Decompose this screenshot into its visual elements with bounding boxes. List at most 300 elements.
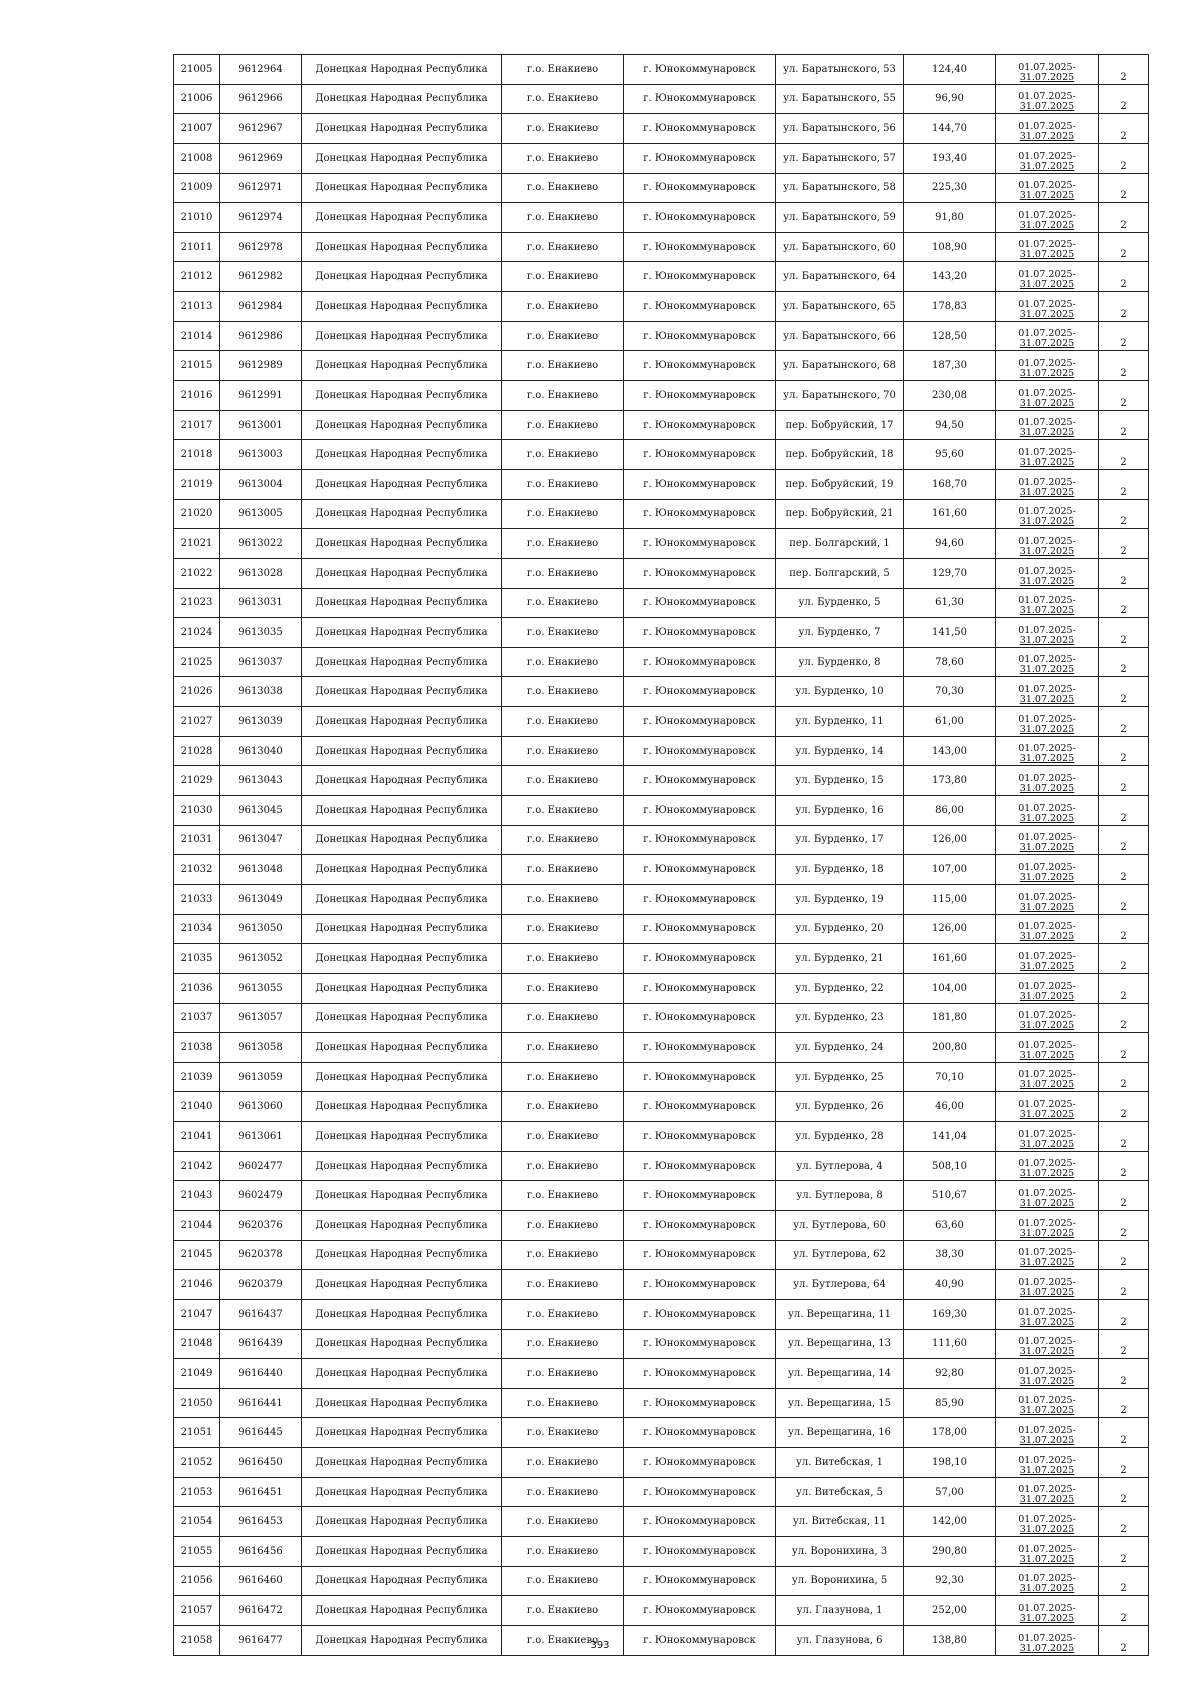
cell-district: г.о. Енакиево	[502, 1359, 624, 1389]
cell-city: г. Юнокоммунаровск	[624, 884, 776, 914]
cell-code: 9602479	[220, 1181, 302, 1211]
period-end: 31.07.2025	[1019, 279, 1075, 291]
cell-region: Донецкая Народная Республика	[302, 766, 502, 796]
table-row	[174, 1270, 1149, 1300]
cell-district: г.о. Енакиево	[502, 55, 624, 85]
cell-number: 21017	[174, 410, 220, 440]
cell-district: г.о. Енакиево	[502, 1122, 624, 1152]
table-row	[174, 973, 1149, 1003]
cell-number: 21018	[174, 440, 220, 470]
cell-district: г.о. Енакиево	[502, 499, 624, 529]
cell-region: Донецкая Народная Республика	[302, 973, 502, 1003]
cell-period	[996, 558, 1099, 588]
cell-city: г. Юнокоммунаровск	[624, 1625, 776, 1655]
period-end: 31.07.2025	[1019, 1109, 1075, 1121]
cell-count: 2	[1099, 499, 1149, 529]
cell-city: г. Юнокоммунаровск	[624, 1329, 776, 1359]
cell-period	[996, 973, 1099, 1003]
cell-count: 2	[1099, 203, 1149, 233]
cell-region: Донецкая Народная Республика	[302, 796, 502, 826]
cell-number: 21019	[174, 469, 220, 499]
cell-area: 143,20	[904, 262, 996, 292]
period-start: 01.07.2025-	[1018, 387, 1076, 399]
period-start: 01.07.2025-	[1018, 773, 1076, 785]
cell-area: 198,10	[904, 1448, 996, 1478]
cell-number: 21023	[174, 588, 220, 618]
cell-region: Донецкая Народная Республика	[302, 1270, 502, 1300]
cell-period	[996, 499, 1099, 529]
page-number: 393	[590, 1640, 610, 1651]
table-row	[174, 677, 1149, 707]
cell-count: 2	[1099, 766, 1149, 796]
cell-district: г.о. Енакиево	[502, 469, 624, 499]
period-end: 31.07.2025	[1019, 1286, 1075, 1298]
cell-code: 9613057	[220, 1003, 302, 1033]
cell-number: 21039	[174, 1062, 220, 1092]
cell-region: Донецкая Народная Республика	[302, 588, 502, 618]
cell-area: 115,00	[904, 884, 996, 914]
cell-code: 9616440	[220, 1359, 302, 1389]
cell-count: 2	[1099, 1477, 1149, 1507]
table-row	[174, 1537, 1149, 1567]
cell-city: г. Юнокоммунаровск	[624, 440, 776, 470]
period-end: 31.07.2025	[1019, 249, 1075, 261]
cell-district: г.о. Енакиево	[502, 173, 624, 203]
table-row	[174, 232, 1149, 262]
cell-region: Донецкая Народная Республика	[302, 469, 502, 499]
cell-area: 161,60	[904, 944, 996, 974]
cell-address: пер. Болгарский, 5	[776, 558, 904, 588]
table-row	[174, 618, 1149, 648]
table-row	[174, 114, 1149, 144]
cell-region: Донецкая Народная Республика	[302, 1329, 502, 1359]
cell-region: Донецкая Народная Республика	[302, 1359, 502, 1389]
cell-city: г. Юнокоммунаровск	[624, 1062, 776, 1092]
cell-city: г. Юнокоммунаровск	[624, 292, 776, 322]
cell-number: 21053	[174, 1477, 220, 1507]
cell-region: Донецкая Народная Республика	[302, 1566, 502, 1596]
period-end: 31.07.2025	[1019, 1612, 1075, 1624]
cell-district: г.о. Енакиево	[502, 262, 624, 292]
cell-area: 70,30	[904, 677, 996, 707]
cell-number: 21037	[174, 1003, 220, 1033]
cell-district: г.о. Енакиево	[502, 529, 624, 559]
cell-area: 510,67	[904, 1181, 996, 1211]
cell-code: 9612967	[220, 114, 302, 144]
cell-area: 92,30	[904, 1566, 996, 1596]
cell-period	[996, 262, 1099, 292]
cell-count: 2	[1099, 558, 1149, 588]
cell-count: 2	[1099, 1181, 1149, 1211]
table-row	[174, 1507, 1149, 1537]
cell-area: 200,80	[904, 1033, 996, 1063]
cell-period	[996, 1033, 1099, 1063]
cell-code: 9620378	[220, 1240, 302, 1270]
cell-district: г.о. Енакиево	[502, 796, 624, 826]
period-start: 01.07.2025-	[1018, 624, 1076, 636]
period-start: 01.07.2025-	[1018, 1099, 1076, 1111]
cell-period	[996, 1003, 1099, 1033]
cell-number: 21047	[174, 1299, 220, 1329]
cell-code: 9613004	[220, 469, 302, 499]
cell-region: Донецкая Народная Республика	[302, 1003, 502, 1033]
cell-district: г.о. Енакиево	[502, 825, 624, 855]
cell-address: ул. Баратынского, 56	[776, 114, 904, 144]
cell-region: Донецкая Народная Республика	[302, 1151, 502, 1181]
cell-code: 9616441	[220, 1388, 302, 1418]
cell-period	[996, 1122, 1099, 1152]
cell-number: 21030	[174, 796, 220, 826]
period-start: 01.07.2025-	[1018, 1484, 1076, 1496]
cell-address: пер. Болгарский, 1	[776, 529, 904, 559]
cell-city: г. Юнокоммунаровск	[624, 618, 776, 648]
table-row	[174, 529, 1149, 559]
cell-area: 86,00	[904, 796, 996, 826]
cell-address: ул. Глазунова, 6	[776, 1625, 904, 1655]
cell-city: г. Юнокоммунаровск	[624, 410, 776, 440]
cell-period	[996, 1359, 1099, 1389]
cell-region: Донецкая Народная Республика	[302, 203, 502, 233]
cell-district: г.о. Енакиево	[502, 410, 624, 440]
cell-number: 21012	[174, 262, 220, 292]
cell-code: 9613049	[220, 884, 302, 914]
cell-district: г.о. Енакиево	[502, 647, 624, 677]
cell-area: 126,00	[904, 914, 996, 944]
cell-district: г.о. Енакиево	[502, 588, 624, 618]
period-end: 31.07.2025	[1019, 545, 1075, 557]
cell-district: г.о. Енакиево	[502, 944, 624, 974]
period-start: 01.07.2025-	[1018, 209, 1076, 221]
cell-district: г.о. Енакиево	[502, 1092, 624, 1122]
cell-region: Донецкая Народная Республика	[302, 114, 502, 144]
cell-district: г.о. Енакиево	[502, 914, 624, 944]
cell-code: 9613055	[220, 973, 302, 1003]
cell-city: г. Юнокоммунаровск	[624, 232, 776, 262]
cell-region: Донецкая Народная Республика	[302, 618, 502, 648]
cell-period	[996, 1210, 1099, 1240]
cell-area: 63,60	[904, 1210, 996, 1240]
cell-number: 21055	[174, 1537, 220, 1567]
cell-area: 57,00	[904, 1477, 996, 1507]
cell-district: г.о. Енакиево	[502, 1448, 624, 1478]
cell-period	[996, 1181, 1099, 1211]
cell-region: Донецкая Народная Республика	[302, 232, 502, 262]
cell-code: 9612966	[220, 84, 302, 114]
cell-region: Донецкая Народная Республика	[302, 55, 502, 85]
period-end: 31.07.2025	[1019, 1375, 1075, 1387]
cell-period	[996, 1477, 1099, 1507]
cell-district: г.о. Енакиево	[502, 1062, 624, 1092]
cell-period	[996, 647, 1099, 677]
cell-code: 9616451	[220, 1477, 302, 1507]
cell-region: Донецкая Народная Республика	[302, 173, 502, 203]
cell-city: г. Юнокоммунаровск	[624, 1507, 776, 1537]
cell-number: 21021	[174, 529, 220, 559]
cell-code: 9613045	[220, 796, 302, 826]
cell-area: 40,90	[904, 1270, 996, 1300]
cell-city: г. Юнокоммунаровск	[624, 736, 776, 766]
cell-address: ул. Бурденко, 19	[776, 884, 904, 914]
cell-address: ул. Баратынского, 59	[776, 203, 904, 233]
table-row	[174, 469, 1149, 499]
cell-number: 21028	[174, 736, 220, 766]
period-end: 31.07.2025	[1019, 664, 1075, 676]
cell-number: 21007	[174, 114, 220, 144]
table-body	[174, 55, 1149, 1656]
period-end: 31.07.2025	[1019, 516, 1075, 528]
period-end: 31.07.2025	[1019, 1553, 1075, 1565]
cell-code: 9616477	[220, 1625, 302, 1655]
cell-count: 2	[1099, 1418, 1149, 1448]
cell-district: г.о. Енакиево	[502, 707, 624, 737]
cell-region: Донецкая Народная Республика	[302, 440, 502, 470]
cell-count: 2	[1099, 173, 1149, 203]
period-start: 01.07.2025-	[1018, 269, 1076, 281]
period-start: 01.07.2025-	[1018, 180, 1076, 192]
cell-district: г.о. Енакиево	[502, 1625, 624, 1655]
table-row	[174, 1240, 1149, 1270]
cell-area: 96,90	[904, 84, 996, 114]
cell-address: ул. Глазунова, 1	[776, 1596, 904, 1626]
period-end: 31.07.2025	[1019, 308, 1075, 320]
cell-period	[996, 232, 1099, 262]
cell-number: 21057	[174, 1596, 220, 1626]
table-row	[174, 203, 1149, 233]
period-end: 31.07.2025	[1019, 605, 1075, 617]
period-start: 01.07.2025-	[1018, 654, 1076, 666]
cell-code: 9620379	[220, 1270, 302, 1300]
cell-period	[996, 1092, 1099, 1122]
cell-number: 21038	[174, 1033, 220, 1063]
cell-number: 21031	[174, 825, 220, 855]
cell-number: 21035	[174, 944, 220, 974]
cell-district: г.о. Енакиево	[502, 1507, 624, 1537]
cell-address: пер. Бобруйский, 18	[776, 440, 904, 470]
cell-period	[996, 796, 1099, 826]
cell-count: 2	[1099, 588, 1149, 618]
cell-count: 2	[1099, 677, 1149, 707]
cell-period	[996, 884, 1099, 914]
cell-district: г.о. Енакиево	[502, 855, 624, 885]
period-end: 31.07.2025	[1019, 812, 1075, 824]
period-end: 31.07.2025	[1019, 397, 1075, 409]
table-row	[174, 558, 1149, 588]
cell-code: 9616460	[220, 1566, 302, 1596]
table-row	[174, 825, 1149, 855]
cell-address: ул. Витебская, 11	[776, 1507, 904, 1537]
cell-address: ул. Бурденко, 22	[776, 973, 904, 1003]
cell-number: 21010	[174, 203, 220, 233]
cell-code: 9612986	[220, 321, 302, 351]
cell-count: 2	[1099, 1062, 1149, 1092]
cell-code: 9613031	[220, 588, 302, 618]
cell-number: 21009	[174, 173, 220, 203]
cell-count: 2	[1099, 351, 1149, 381]
period-end: 31.07.2025	[1019, 842, 1075, 854]
cell-address: ул. Бурденко, 8	[776, 647, 904, 677]
table-row	[174, 1122, 1149, 1152]
table-row	[174, 173, 1149, 203]
period-start: 01.07.2025-	[1018, 921, 1076, 933]
table-row	[174, 707, 1149, 737]
cell-region: Донецкая Народная Республика	[302, 1299, 502, 1329]
cell-city: г. Юнокоммунаровск	[624, 469, 776, 499]
cell-district: г.о. Енакиево	[502, 1003, 624, 1033]
period-end: 31.07.2025	[1019, 1524, 1075, 1536]
cell-count: 2	[1099, 1003, 1149, 1033]
cell-count: 2	[1099, 1388, 1149, 1418]
cell-count: 2	[1099, 1625, 1149, 1655]
cell-address: ул. Баратынского, 68	[776, 351, 904, 381]
cell-city: г. Юнокоммунаровск	[624, 1270, 776, 1300]
cell-count: 2	[1099, 944, 1149, 974]
table-row	[174, 1181, 1149, 1211]
cell-address: пер. Бобруйский, 19	[776, 469, 904, 499]
cell-city: г. Юнокоммунаровск	[624, 1003, 776, 1033]
period-end: 31.07.2025	[1019, 1079, 1075, 1091]
cell-period	[996, 529, 1099, 559]
period-start: 01.07.2025-	[1018, 713, 1076, 725]
cell-district: г.о. Енакиево	[502, 736, 624, 766]
period-start: 01.07.2025-	[1018, 1039, 1076, 1051]
cell-number: 21041	[174, 1122, 220, 1152]
table-row	[174, 944, 1149, 974]
cell-city: г. Юнокоммунаровск	[624, 1210, 776, 1240]
cell-code: 9612969	[220, 143, 302, 173]
cell-area: 290,80	[904, 1537, 996, 1567]
table-row	[174, 292, 1149, 322]
cell-area: 161,60	[904, 499, 996, 529]
cell-number: 21049	[174, 1359, 220, 1389]
cell-district: г.о. Енакиево	[502, 292, 624, 322]
cell-count: 2	[1099, 292, 1149, 322]
cell-address: ул. Бурденко, 5	[776, 588, 904, 618]
cell-count: 2	[1099, 410, 1149, 440]
cell-region: Донецкая Народная Республика	[302, 410, 502, 440]
cell-region: Донецкая Народная Республика	[302, 1388, 502, 1418]
period-end: 31.07.2025	[1019, 368, 1075, 380]
cell-area: 173,80	[904, 766, 996, 796]
table-row	[174, 262, 1149, 292]
period-start: 01.07.2025-	[1018, 1069, 1076, 1081]
cell-area: 92,80	[904, 1359, 996, 1389]
table-row	[174, 143, 1149, 173]
cell-count: 2	[1099, 1359, 1149, 1389]
period-start: 01.07.2025-	[1018, 506, 1076, 518]
period-end: 31.07.2025	[1019, 1257, 1075, 1269]
cell-district: г.о. Енакиево	[502, 84, 624, 114]
period-start: 01.07.2025-	[1018, 1365, 1076, 1377]
period-start: 01.07.2025-	[1018, 743, 1076, 755]
period-start: 01.07.2025-	[1018, 150, 1076, 162]
cell-period	[996, 351, 1099, 381]
cell-address: ул. Баратынского, 60	[776, 232, 904, 262]
cell-region: Донецкая Народная Республика	[302, 558, 502, 588]
cell-number: 21027	[174, 707, 220, 737]
cell-count: 2	[1099, 1151, 1149, 1181]
cell-count: 2	[1099, 618, 1149, 648]
cell-area: 85,90	[904, 1388, 996, 1418]
cell-number: 21033	[174, 884, 220, 914]
cell-city: г. Юнокоммунаровск	[624, 707, 776, 737]
period-start: 01.07.2025-	[1018, 1306, 1076, 1318]
period-start: 01.07.2025-	[1018, 1395, 1076, 1407]
cell-period	[996, 1388, 1099, 1418]
cell-number: 21015	[174, 351, 220, 381]
cell-region: Донецкая Народная Республика	[302, 825, 502, 855]
period-end: 31.07.2025	[1019, 1642, 1075, 1654]
cell-district: г.о. Енакиево	[502, 1596, 624, 1626]
table-row	[174, 647, 1149, 677]
cell-city: г. Юнокоммунаровск	[624, 647, 776, 677]
cell-count: 2	[1099, 707, 1149, 737]
cell-area: 144,70	[904, 114, 996, 144]
cell-district: г.о. Енакиево	[502, 1181, 624, 1211]
table-row	[174, 440, 1149, 470]
table-row	[174, 1299, 1149, 1329]
cell-area: 193,40	[904, 143, 996, 173]
table-row	[174, 321, 1149, 351]
cell-code: 9616450	[220, 1448, 302, 1478]
cell-period	[996, 1566, 1099, 1596]
period-start: 01.07.2025-	[1018, 980, 1076, 992]
table-row	[174, 588, 1149, 618]
cell-address: ул. Бурденко, 18	[776, 855, 904, 885]
cell-count: 2	[1099, 84, 1149, 114]
period-start: 01.07.2025-	[1018, 861, 1076, 873]
cell-region: Донецкая Народная Республика	[302, 1240, 502, 1270]
cell-city: г. Юнокоммунаровск	[624, 1299, 776, 1329]
cell-code: 9613058	[220, 1033, 302, 1063]
cell-city: г. Юнокоммунаровск	[624, 381, 776, 411]
cell-period	[996, 381, 1099, 411]
cell-count: 2	[1099, 884, 1149, 914]
period-end: 31.07.2025	[1019, 486, 1075, 498]
table-row	[174, 499, 1149, 529]
cell-number: 21005	[174, 55, 220, 85]
period-start: 01.07.2025-	[1018, 1128, 1076, 1140]
cell-count: 2	[1099, 55, 1149, 85]
cell-region: Донецкая Народная Республика	[302, 1625, 502, 1655]
cell-period	[996, 707, 1099, 737]
cell-area: 169,30	[904, 1299, 996, 1329]
cell-area: 94,60	[904, 529, 996, 559]
table-row	[174, 1388, 1149, 1418]
period-start: 01.07.2025-	[1018, 1217, 1076, 1229]
period-end: 31.07.2025	[1019, 723, 1075, 735]
cell-district: г.о. Енакиево	[502, 114, 624, 144]
cell-code: 9613048	[220, 855, 302, 885]
cell-number: 21054	[174, 1507, 220, 1537]
cell-period	[996, 944, 1099, 974]
cell-period	[996, 55, 1099, 85]
cell-area: 126,00	[904, 825, 996, 855]
period-end: 31.07.2025	[1019, 71, 1075, 83]
cell-city: г. Юнокоммунаровск	[624, 914, 776, 944]
period-start: 01.07.2025-	[1018, 1158, 1076, 1170]
table-row	[174, 1448, 1149, 1478]
cell-area: 107,00	[904, 855, 996, 885]
cell-area: 142,00	[904, 1507, 996, 1537]
cell-address: ул. Бурденко, 23	[776, 1003, 904, 1033]
cell-area: 78,60	[904, 647, 996, 677]
cell-address: ул. Баратынского, 64	[776, 262, 904, 292]
cell-count: 2	[1099, 1092, 1149, 1122]
cell-address: ул. Верещагина, 15	[776, 1388, 904, 1418]
cell-region: Донецкая Народная Республика	[302, 1507, 502, 1537]
table-row	[174, 1359, 1149, 1389]
cell-period	[996, 825, 1099, 855]
